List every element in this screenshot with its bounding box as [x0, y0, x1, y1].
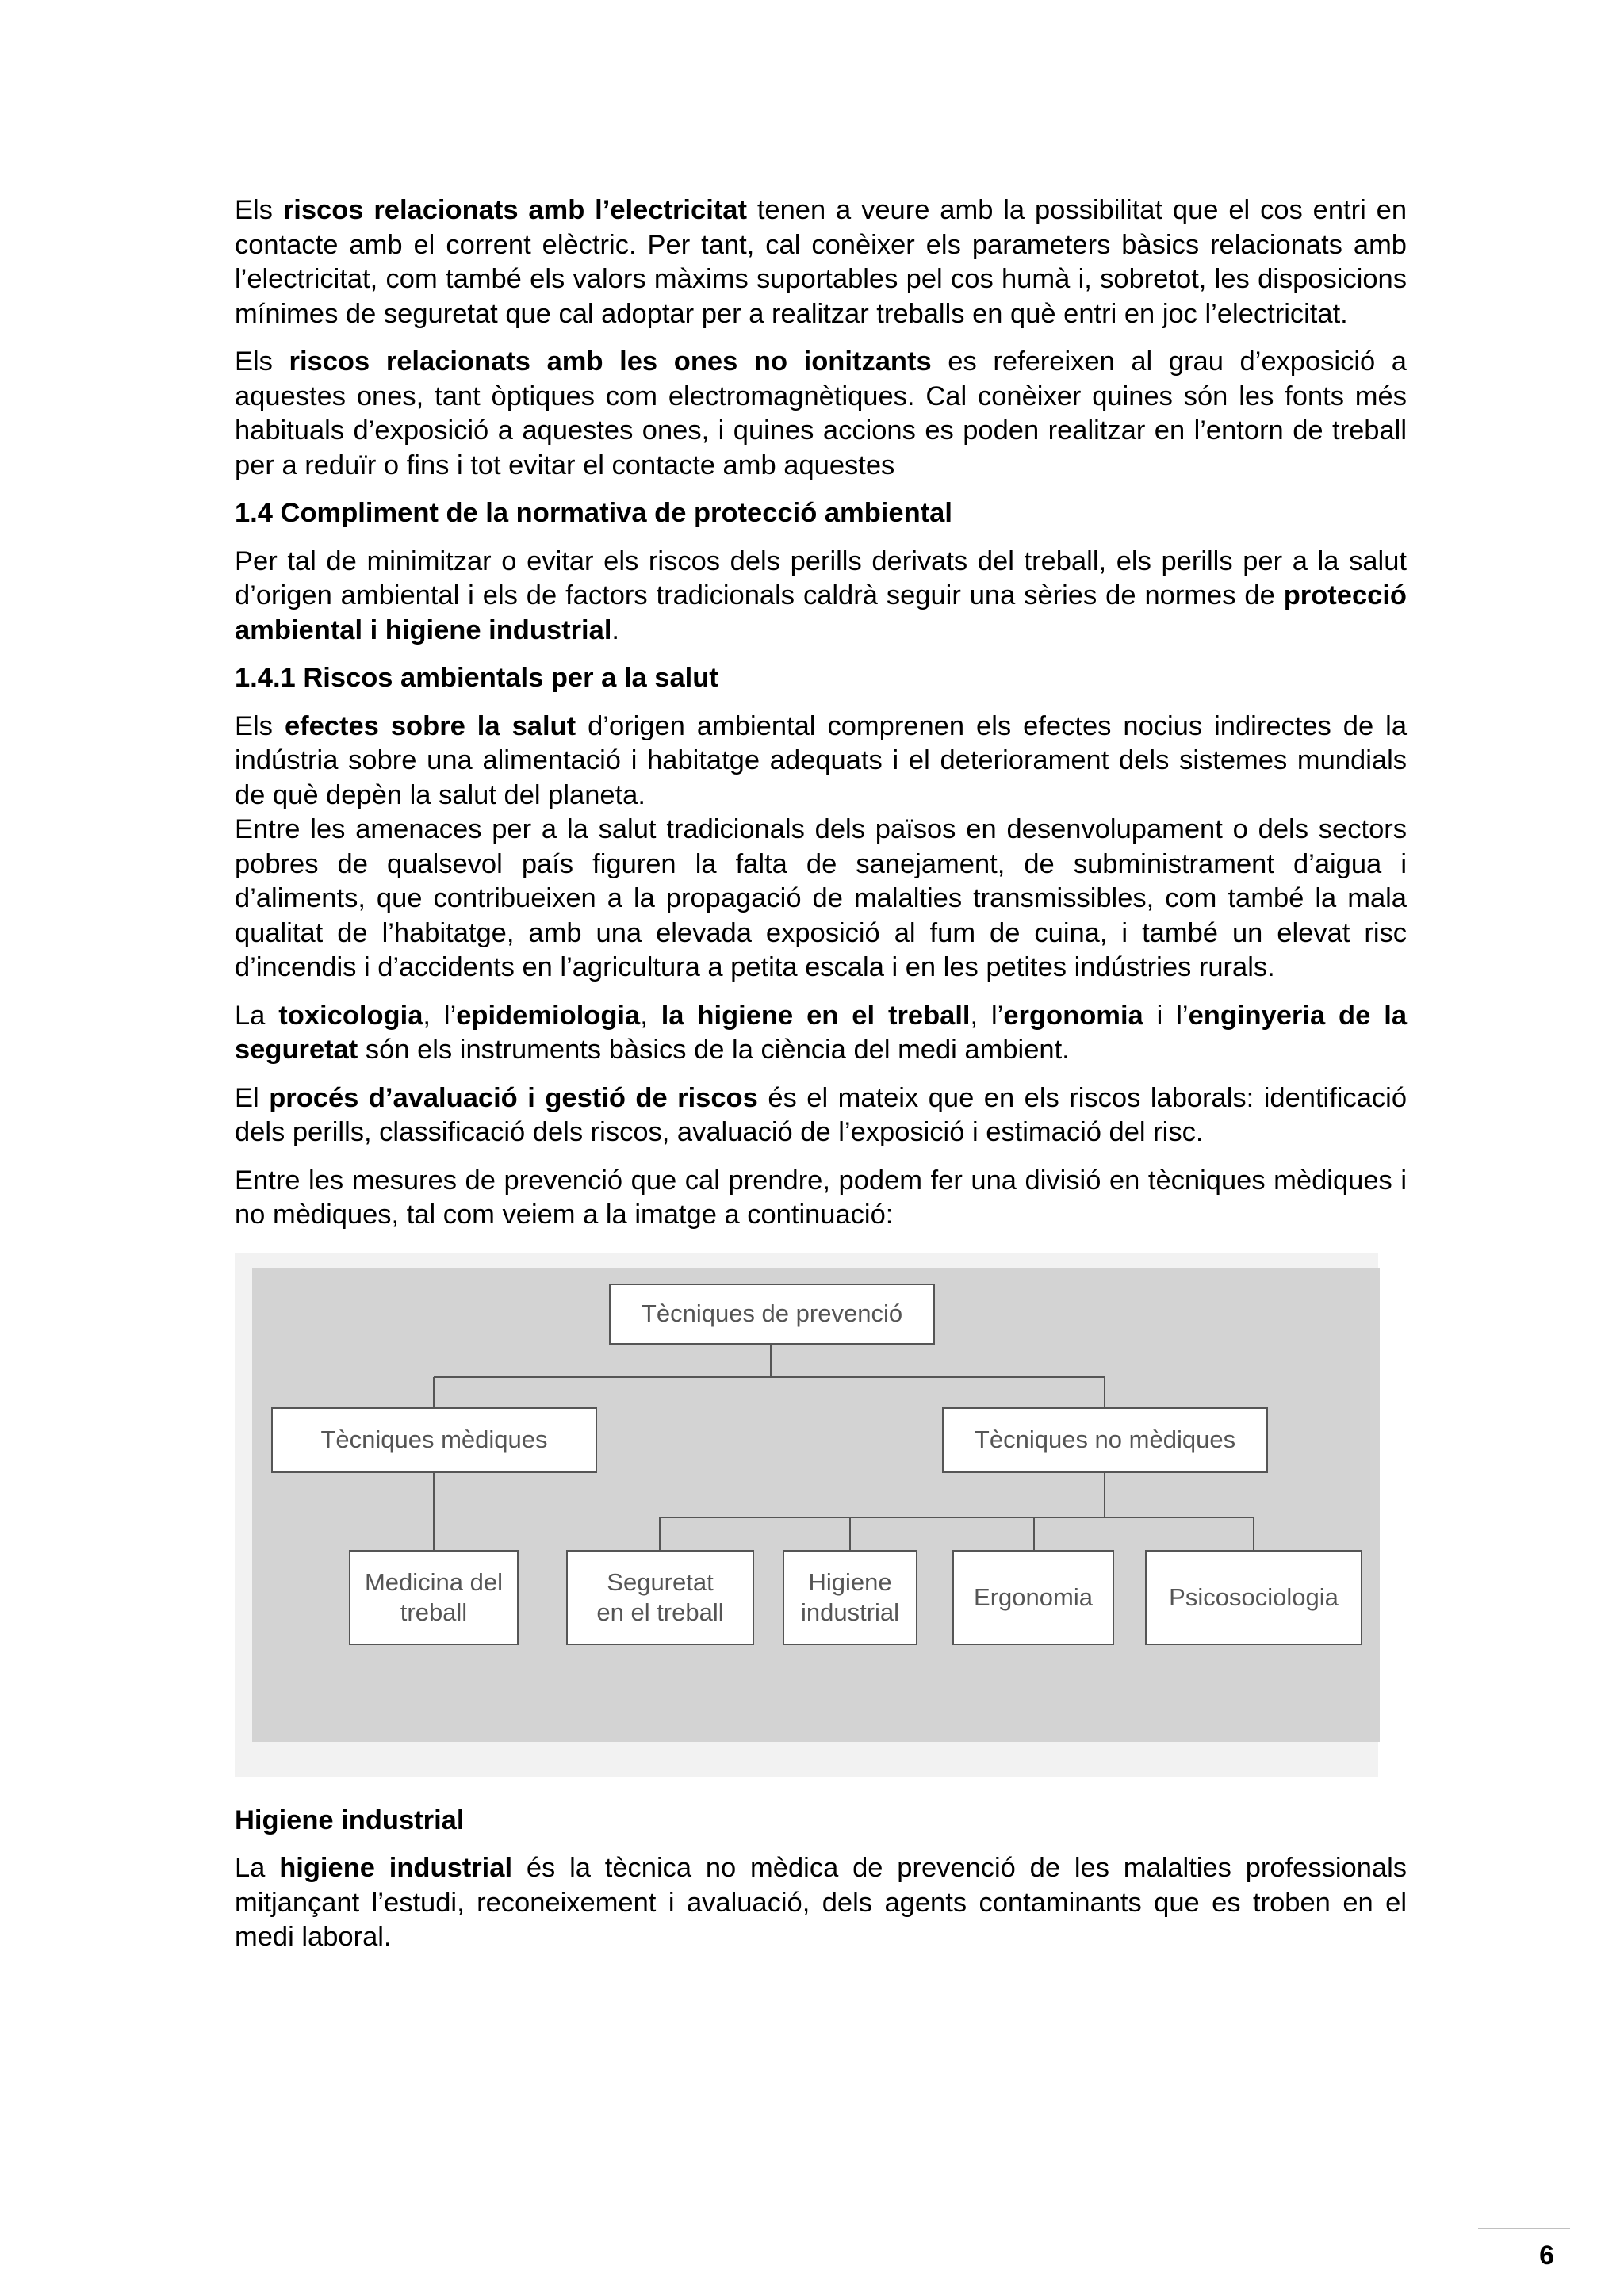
node-prevention-techniques: Tècniques de prevenció	[609, 1284, 935, 1345]
bold-term: riscos relacionats amb l’electricitat	[282, 195, 747, 225]
text: Els	[235, 195, 283, 225]
text: i l’	[1143, 1000, 1189, 1031]
page-content	[235, 193, 1407, 1969]
bold-term: toxicologia	[278, 1000, 423, 1031]
bold-term: higiene industrial	[279, 1853, 513, 1883]
text: són els instruments bàsics de la ciència del medi ambient.	[358, 1035, 1070, 1065]
prevention-techniques-diagram	[235, 1253, 1378, 1777]
text: d’origen ambiental comprenen els efectes nocius indirectes de la indústria sobre una alimentació i habitatge adequats i el deteriorament dels sistemes mundials de què depèn la salut del planeta.	[235, 710, 1408, 810]
section-heading-industrial-hygiene: Higiene industrial	[235, 1804, 465, 1835]
bold-term: protecció ambiental i higiene industrial	[235, 580, 1407, 645]
bold-term: la higiene en el treball	[661, 1000, 971, 1031]
bold-term: enginyeria de la seguretat	[235, 1000, 1408, 1065]
page-number: 6	[1539, 2241, 1554, 2271]
text: tenen a veure amb la possibilitat que el cos entri en contacte amb el corrent elèctric. Per tant, cal conèixer els parameters bàsics relacionats amb l’electricitat, com també els valors màxims suportables pel cos humà i, sobretot, les disposicions mínimes de seguretat que cal adoptar per a realitzar treballs en què entri en joc l’electricitat.	[235, 195, 1408, 329]
node-workplace-safety: Seguretat en el treball	[566, 1550, 754, 1645]
text: , l’	[970, 1000, 1004, 1031]
diagram-background	[252, 1268, 1380, 1742]
paragraph-environmental-protection	[235, 545, 1407, 649]
text: Els	[235, 710, 285, 741]
section-heading-1-4: 1.4 Compliment de la normativa de protecció ambiental	[235, 498, 952, 528]
bold-term: procés d’avaluació i gestió de riscos	[269, 1082, 758, 1113]
bold-term: epidemiologia	[456, 1000, 641, 1031]
text: El	[235, 1082, 270, 1113]
node-industrial-hygiene: Higiene industrial	[783, 1550, 917, 1645]
text: , l’	[423, 1000, 457, 1031]
bold-term: riscos relacionats amb les ones no ionitzants	[289, 346, 932, 377]
text: La	[235, 1853, 280, 1883]
node-psychosociology: Psicosociologia	[1145, 1550, 1362, 1645]
paragraph-industrial-hygiene	[235, 1851, 1407, 1955]
paragraph-non-ionizing-waves	[235, 345, 1407, 483]
node-ergonomics: Ergonomia	[952, 1550, 1114, 1645]
node-non-medical-techniques: Tècniques no mèdiques	[942, 1407, 1268, 1473]
text: es refereixen al grau d’exposició a aquestes ones, tant òptiques com electromagnètiques. Cal conèixer quines són les fonts més habituals d’exposició a aquestes ones, i quines accions es poden realitzar en l’entorn de treball per a reduïr o fins i tot evitar el contacte amb aquestes	[235, 346, 1407, 480]
text: és el mateix que en els riscos laborals: identificació dels perills, classificació dels riscos, avaluació de l’exposició i estimació del risc.	[235, 1082, 1408, 1147]
node-medical-techniques: Tècniques mèdiques	[271, 1407, 597, 1473]
text: ,	[640, 1000, 661, 1031]
paragraph-risk-process	[235, 1081, 1407, 1150]
text: La	[235, 1000, 279, 1031]
node-occupational-medicine: Medicina del treball	[349, 1550, 519, 1645]
footer-divider	[1478, 2228, 1570, 2229]
paragraph-traditional-threats: Entre les amenaces per a la salut tradicionals dels països en desenvolupament o dels sectors pobres de qualsevol país figuren la falta de sanejament, de subministrament d’aigua i d’aliments, que contribueixen a la propagació de malalties transmissibles, com també la mala qualitat de l’habitatge, amb una elevada exposició al fum de cuina, i també un elevat risc d’incendis i d’accidents en l’agricultura a petita escala i en les petites indústries rurals.	[235, 814, 1407, 982]
bold-term: efectes sobre la salut	[284, 710, 576, 741]
text: .	[611, 614, 620, 645]
text: Els	[235, 346, 289, 377]
paragraph-basic-instruments	[235, 999, 1407, 1068]
section-heading-1-4-1: 1.4.1 Riscos ambientals per a la salut	[235, 663, 718, 693]
paragraph-prevention-measures: Entre les mesures de prevenció que cal prendre, podem fer una divisió en tècniques mèdiques i no mèdiques, tal com veiem a la imatge a continuació:	[235, 1165, 1407, 1230]
paragraph-electricity-risks	[235, 193, 1407, 331]
paragraph-health-effects	[235, 710, 1407, 813]
bold-term: ergonomia	[1003, 1000, 1143, 1031]
text: Per tal de minimitzar o evitar els riscos dels perills derivats del treball, els perills per a la salut d’origen ambiental i els de factors tradicionals caldrà seguir una sèries de normes de	[235, 545, 1407, 610]
text: és la tècnica no mèdica de prevenció de les malalties professionals mitjançant l’estudi, reconeixement i avaluació, dels agents contaminants que es troben en el medi laboral.	[235, 1853, 1407, 1952]
